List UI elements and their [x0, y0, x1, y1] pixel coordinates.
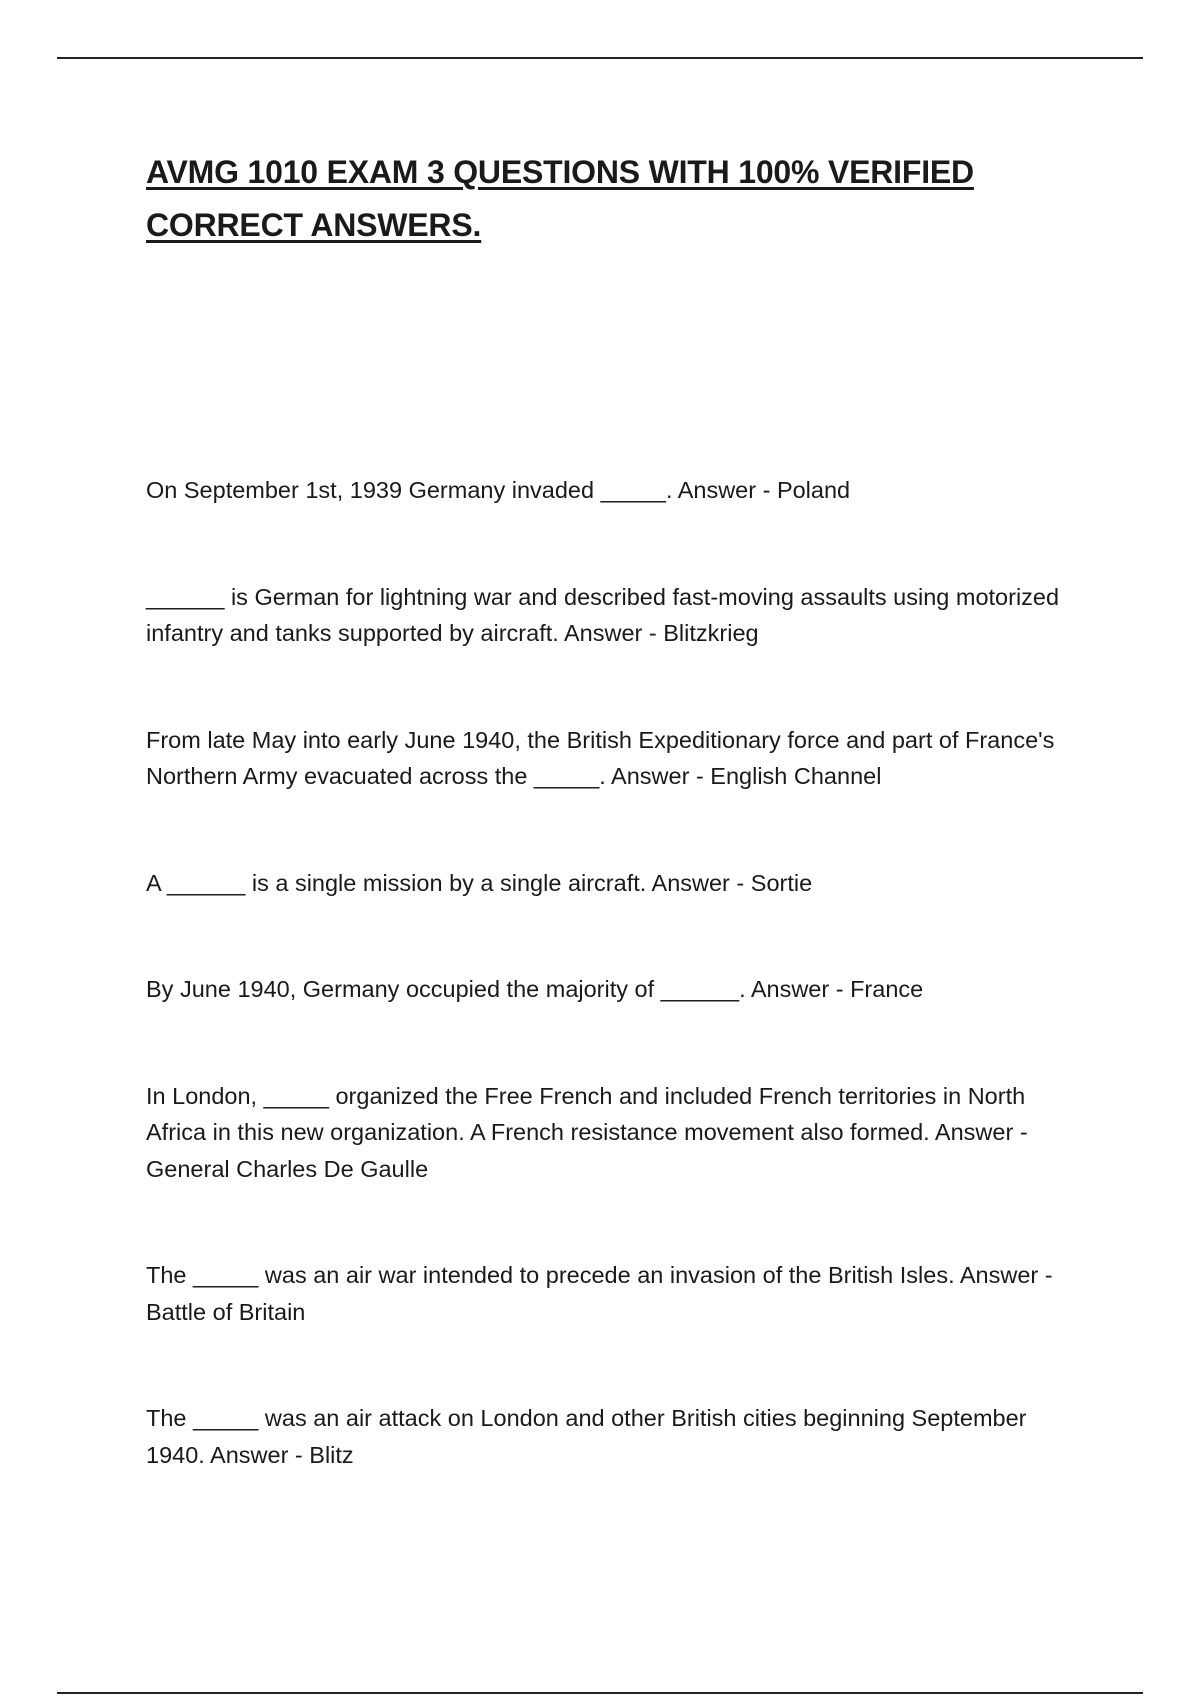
bottom-rule [57, 1692, 1143, 1694]
question-item: The _____ was an air war intended to precede an invasion of the British Isles. Answer - Battle of Britain [146, 1262, 1053, 1325]
question-item: In London, _____ organized the Free French and included French territories in North Africa in this new organization. A French resistance movement also formed. Answer - General Charles De Gaulle [146, 1082, 1028, 1182]
question-item: The _____ was an air attack on London and other British cities beginning September 1940. Answer - Blitz [146, 1405, 1027, 1468]
document-title: AVMG 1010 EXAM 3 QUESTIONS WITH 100% VERIFIED CORRECT ANSWERS. [146, 154, 974, 243]
top-rule [57, 57, 1143, 59]
question-list [146, 472, 1066, 1473]
question-item: From late May into early June 1940, the British Expeditionary force and part of France's Northern Army evacuated across the _____. Answer - English Channel [146, 726, 1055, 789]
document-body [146, 146, 1066, 1543]
question-item: ______ is German for lightning war and described fast-moving assaults using motorized infantry and tanks supported by aircraft. Answer - Blitzkrieg [146, 583, 1060, 646]
question-item: A ______ is a single mission by a single aircraft. Answer - Sortie [146, 869, 813, 896]
question-item: By June 1940, Germany occupied the majority of ______. Answer - France [146, 976, 924, 1002]
question-item: On September 1st, 1939 Germany invaded _____. Answer - Poland [146, 477, 851, 503]
